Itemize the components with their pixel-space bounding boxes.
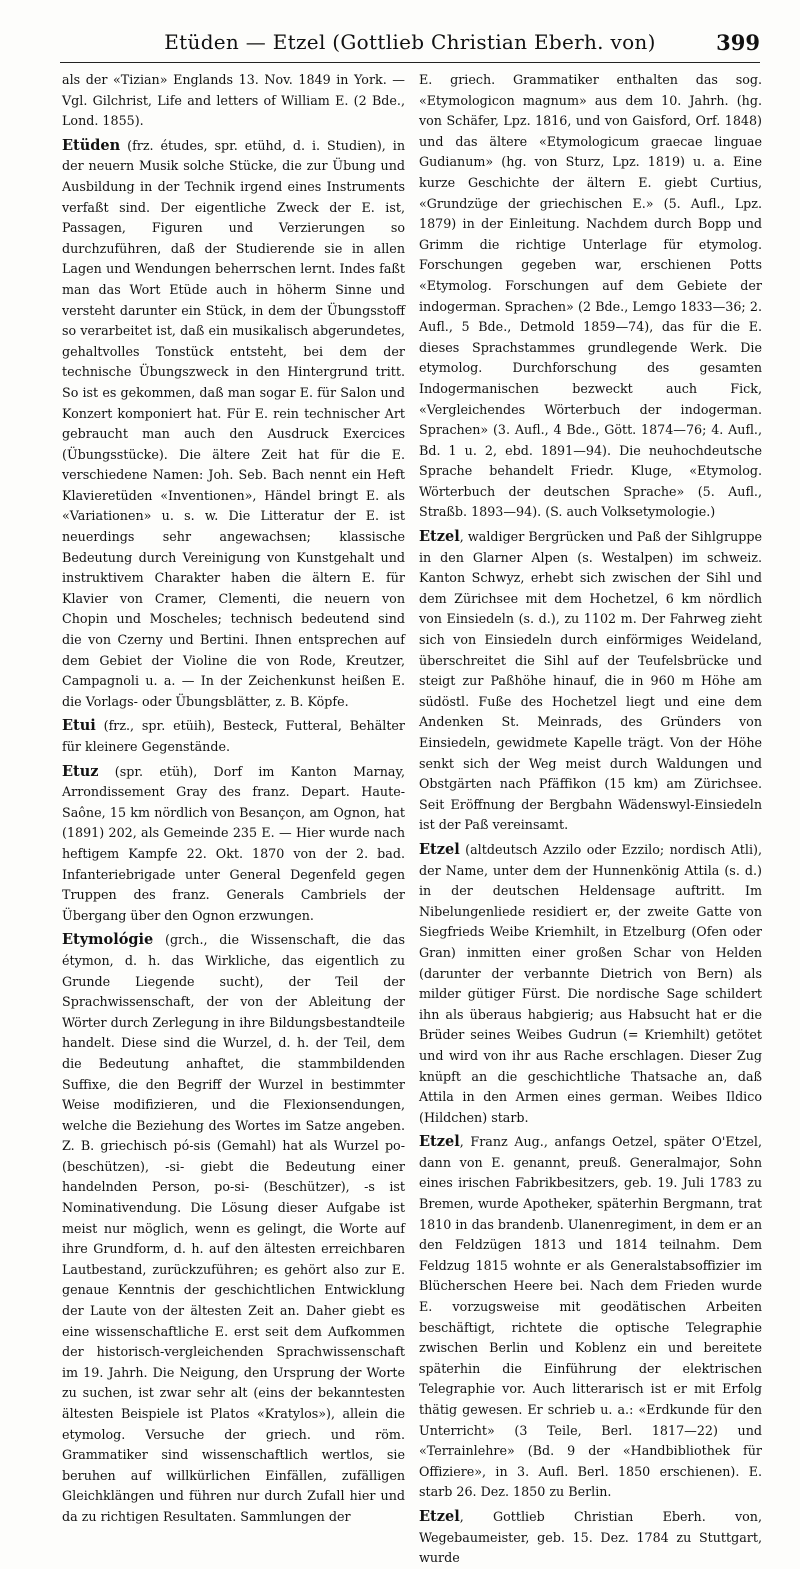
entry-headword: Etymológie (62, 931, 154, 949)
entry-text: , Franz Aug., anfangs Oetzel, später O'Etzel, dann von E. genannt, preuß. Generalmajor, Sohn eines irischen Fabrikbesitzers, geb. 19. Juli 1783 zu Bremen, wurde Apotheker, späterhin Bergmann, trat 1810 in das brandenb. Ulanenregiment, in dem er an den Feldzügen 1813 und 1814 teilnahm. Dem Feldzug 1815 wohnte er als Generalstabsoffizier im Blücherschen Heere bei. Nach dem Frieden wurde E. vorzugsweise mit geodätischen Arbeiten beschäftigt, richtete die optische Telegraphie zwischen Berlin und Koblenz ein und bereitete späterhin die Einführung der elektrischen Telegraphie vor. Auch litterarisch ist er mit Erfolg thätig gewesen. Er schrieb u. a.: «Erdkunde für den Unterricht» (3 Teile, Berl. 1817—22) und «Terrainlehre» (Bd. 9 der «Handbibliothek für Offiziere», in 3. Aufl. Berl. 1850 erschienen). E. starb 26. Dez. 1850 zu Berlin. (419, 1134, 762, 1500)
entry-etzel-pass (419, 527, 762, 836)
entry-etui (62, 716, 405, 757)
page-header (60, 28, 760, 63)
entry-headword: Etüden (62, 136, 121, 154)
entry-headword: Etuz (62, 762, 99, 780)
right-column (419, 70, 762, 1566)
entry-text: E. griech. Grammatiker enthalten das sog. «Etymologicon magnum» aus dem 10. Jahrh. (hg. von Schäfer, Lpz. 1816, und von Gaisford, Orf. 1848) und das ältere «Etymologicum graecae linguae Gudianum» (hg. von Sturz, Lpz. 1819) u. a. Eine kurze Geschichte der ältern E. giebt Curtius, «Grundzüge der griechischen E.» (5. Aufl., Lpz. 1879) in der Einleitung. Nachdem durch Bopp und Grimm die richtige Unterlage für etymolog. Forschungen gegeben war, erschienen Potts «Etymolog. Forschungen auf dem Gebiete der indogerman. Sprachen» (2 Bde., Lemgo 1833—36; 2. Aufl., 5 Bde., Detmold 1859—74), das für die E. dieses Sprachstammes grundlegende Werk. Die etymolog. Durchforschung des gesamten Indogermanischen bezweckt auch Fick, «Vergleichendes Wörterbuch der indogerman. Sprachen» (3. Aufl., 4 Bde., Gött. 1874—76; 4. Aufl., Bd. 1 u. 2, ebd. 1891—94). Die neuhochdeutsche Sprache behandelt Friedr. Kluge, «Etymolog. Wörterbuch der deutschen Sprache» (5. Aufl., Straßb. 1893—94). (S. auch Volksetymologie.) (419, 72, 762, 520)
entry-continuation (419, 70, 762, 523)
entry-text: (spr. etüh), Dorf im Kanton Marnay, Arrondissement Gray des franz. Depart. Haute-Saône, 15 km nördlich von Besançon, am Ognon, hat (1891) 202, als Gemeinde 235 E. — Hier wurde nach heftigem Kampfe 22. Okt. 1870 von der 2. bad. Infanteriebrigade unter General Degenfeld gegen Truppen des franz. Generals Cambriels der Übergang über den Ognon erzwungen. (62, 763, 405, 923)
entry-text: (frz., spr. etüih), Besteck, Futteral, Behälter für kleinere Gegenstände. (62, 718, 405, 754)
entry-text: , Gottlieb Christian Eberh. von, Wegebaumeister, geb. 15. Dez. 1784 zu Stuttgart, wurde (419, 1508, 762, 1566)
entry-text: (altdeutsch Azzilo oder Ezzilo; nordisch Atli), der Name, unter dem der Hunnenkönig Attila (s. d.) in der deutschen Heldensage auftritt. Im Nibelungenliede residiert er, der zweite Gatte von Siegfrieds Weibe Kriemhilt, in Etzelburg (Ofen oder Gran) inmitten einer großen Schar von Helden (darunter der verbannte Dietrich von Bern) als milder gütiger Fürst. Die nordische Sage schildert ihn als überaus habgierig; aus Habsucht hat er die Brüder seines Weibes Gudrun (= Kriemhilt) getötet und wird von ihr aus Rache erschlagen. Dieser Zug knüpft an die geschichtliche Thatsache an, daß Attila in den Armen eines german. Weibes Ildico (Hildchen) starb. (419, 841, 762, 1125)
entry-continuation (62, 70, 405, 132)
entry-headword: Etzel (419, 528, 460, 546)
entry-etuz (62, 762, 405, 927)
entry-etzel-saga (419, 840, 762, 1128)
entry-headword: Etzel (419, 840, 460, 858)
page-number: 399 (716, 30, 760, 55)
entry-headword: Etzel (419, 1133, 460, 1151)
left-column (62, 70, 405, 1524)
entry-text: (frz. études, spr. etühd, d. i. Studien), in der neuern Musik solche Stücke, die zur Übung und Ausbildung in der Technik irgend eines Instruments verfaßt sind. Der eigentliche Zweck der E. ist, Passagen, Figuren und Verzierungen so durchzuführen, daß der Studierende sie in allen Lagen und Wendungen beherrschen lernt. Indes faßt man das Wort Etüde auch in höherm Sinne und versteht darunter ein Stück, in dem der Übungsstoff so verarbeitet ist, daß ein musikalisch abgerundetes, gehaltvolles Tonstück entsteht, bei dem der technische Übungszweck in den Hintergrund tritt. So ist es gekommen, daß man sogar E. für Salon und Konzert komponiert hat. Für E. rein technischer Art gebraucht man auch den Ausdruck Exercices (Übungsstücke). Die ältere Zeit hat für die E. verschiedene Namen: Joh. Seb. Bach nennt ein Heft Klavieretüden «Inventionen», Händel bringt E. als «Variationen» u. s. w. Die Litteratur der E. ist neuerdings sehr angewachsen; klassische Bedeutung durch Vereinigung von Kunstgehalt und instruktivem Charakter haben die ältern E. für Klavier von Cramer, Clementi, die neuern von Chopin und Moscheles; technisch bedeutend sind die von Czerny und Bertini. Ihnen entsprechen auf dem Gebiet der Violine die von Rode, Kreutzer, Campagnoli u. a. — In der Zeichenkunst heißen E. die Vorlags- oder Übungsblätter, z. B. Köpfe. (62, 137, 405, 709)
running-title: Etüden — Etzel (Gottlieb Christian Eberh. von) (164, 30, 656, 54)
entry-etymologie (62, 930, 405, 1527)
text-columns (62, 70, 762, 1566)
entry-etzel-franz (419, 1132, 762, 1503)
entry-text: , waldiger Bergrücken und Paß der Sihlgruppe in den Glarner Alpen (s. Westalpen) im schweiz. Kanton Schwyz, erhebt sich zwischen der Sihl und dem Zürichsee mit dem Hochetzel, 6 km nördlich von Einsiedeln (s. d.), zu 1102 m. Der Fahrweg zieht sich von Einsiedeln durch einförmiges Weideland, überschreitet die Sihl auf der Teufelsbrücke und steigt zur Paßhöhe hinauf, die in 960 m Höhe am südöstl. Fuße des Hochetzel liegt und eine dem Andenken St. Meinrads, des Gründers von Einsiedeln, gewidmete Kapelle trägt. Von der Höhe senkt sich der Weg meist durch Waldungen und Obstgärten nach Pfäffikon (15 km) am Zürichsee. Seit Eröffnung der Bergbahn Wädenswyl-Einsiedeln ist der Paß vereinsamt. (419, 529, 762, 833)
entry-text: als der «Tizian» Englands 13. Nov. 1849 in York. — Vgl. Gilchrist, Life and letters of William E. (2 Bde., Lond. 1855). (62, 72, 405, 129)
entry-etzel-gottlieb (419, 1507, 762, 1569)
entry-headword: Etui (62, 717, 96, 735)
entry-text: (grch., die Wissenschaft, die das étymon, d. h. das Wirkliche, das eigentlich zu Grunde Liegende sucht), der Teil der Sprachwissenschaft, der von der Ableitung der Wörter durch Zerlegung in ihre Bildungsbestandteile handelt. Diese sind die Wurzel, d. h. der Teil, dem die Bedeutung anhaftet, die stammbildenden Suffixe, die den Begriff der Wurzel in bestimmter Weise modifizieren, und die Flexionsendungen, welche die Beziehung des Wortes im Satze angeben. Z. B. griechisch pó-sis (Gemahl) hat als Wurzel po- (beschützen), -si- giebt die Bedeutung einer handelnden Person, po-si- (Beschützer), -s ist Nominativendung. Die Lösung dieser Aufgabe ist meist nur möglich, wenn es gelingt, die Worte auf ihre Grundform, d. h. auf den ältesten erreichbaren Lautbestand, zurückzuführen; es gehört also zur E. genaue Kenntnis der geschichtlichen Entwicklung der Laute von der ältesten Zeit an. Daher giebt es eine wissenschaftliche E. erst seit dem Aufkommen der historisch-vergleichenden Sprachwissenschaft im 19. Jahrh. Die Neigung, den Ursprung der Worte zu suchen, ist zwar sehr alt (eins der bekanntesten ältesten Beispiele ist Platos «Kratylos»), allein die etymolog. Versuche der griech. und röm. Grammatiker sind wissenschaftlich wertlos, sie beruhen auf willkürlichen Einfällen, zufälligen Gleichklängen und führen nur durch Zufall hier und da zu richtigen Resultaten. Sammlungen der (62, 932, 405, 1524)
entry-headword: Etzel (419, 1507, 460, 1525)
entry-etueden (62, 136, 405, 713)
